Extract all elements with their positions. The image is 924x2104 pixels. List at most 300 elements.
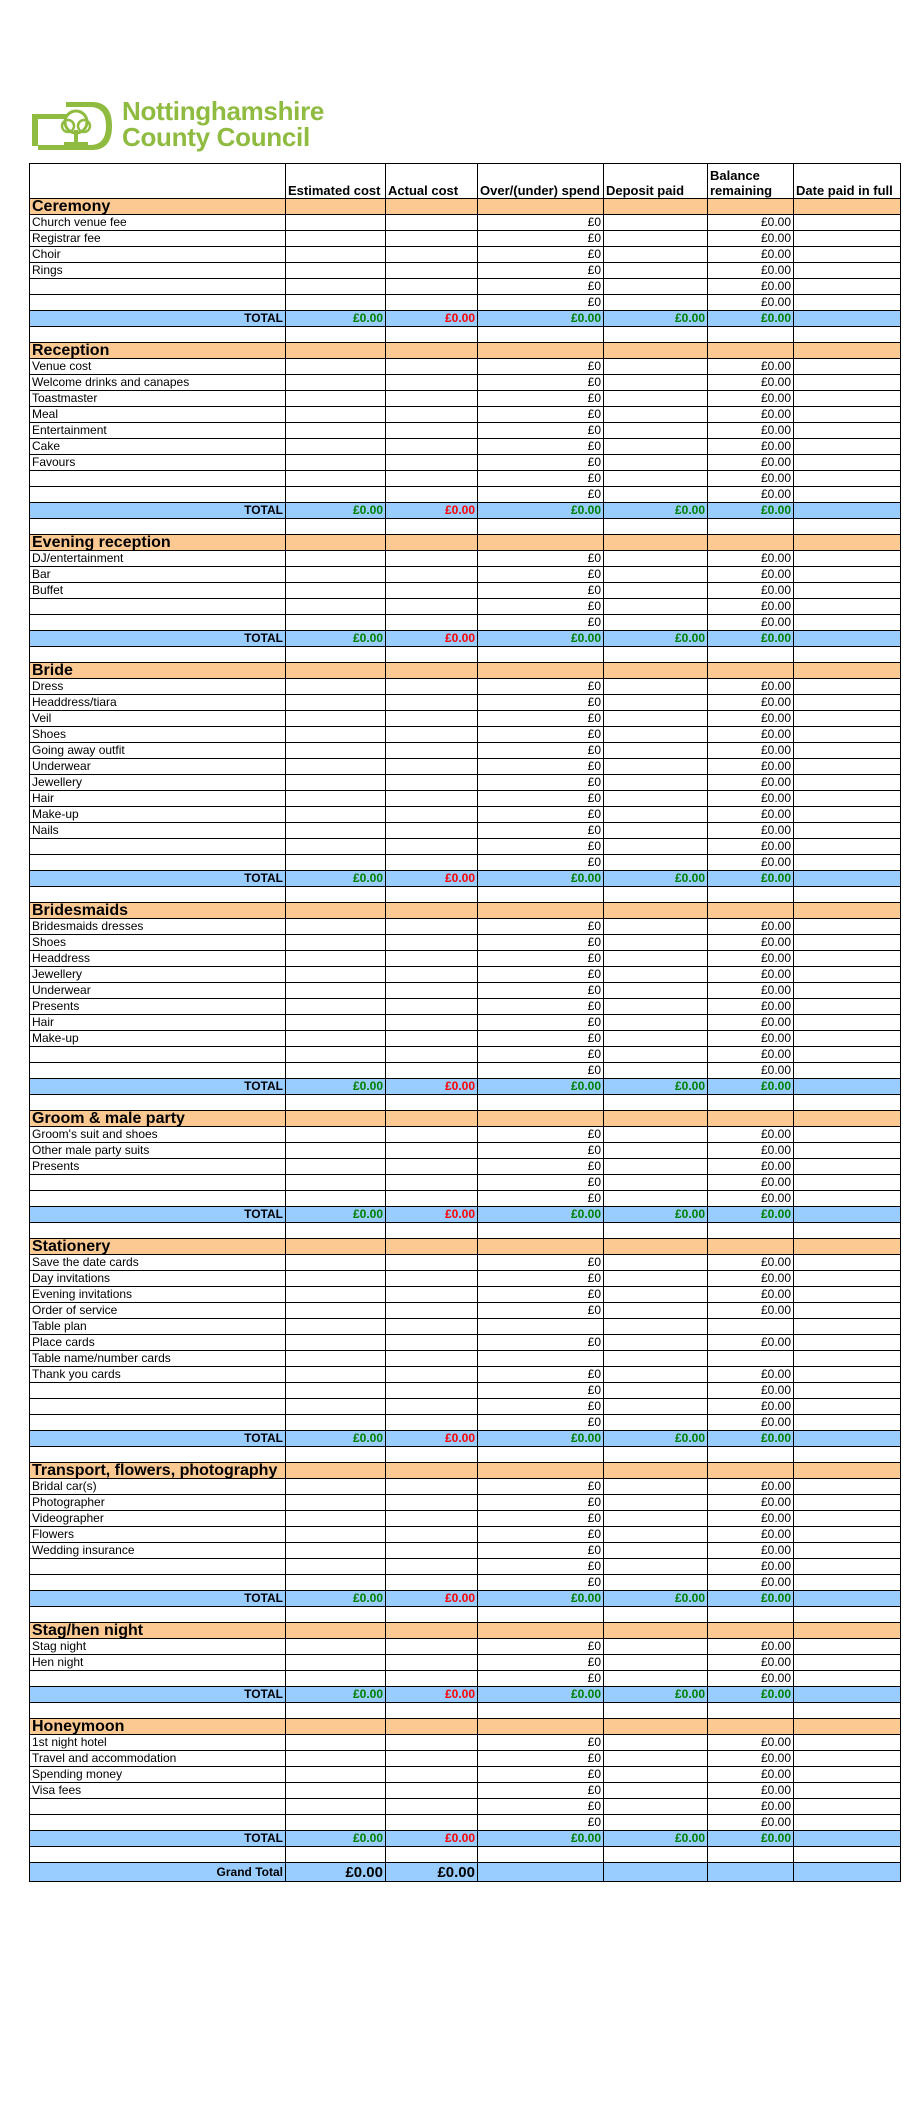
estimated-cost-cell[interactable] <box>286 1639 386 1655</box>
deposit-paid-cell[interactable] <box>604 1303 708 1319</box>
date-paid-cell[interactable] <box>794 1367 901 1383</box>
item-label[interactable] <box>30 471 286 487</box>
actual-cost-cell[interactable] <box>386 423 478 439</box>
balance-cell[interactable]: £0.00 <box>708 1479 794 1495</box>
actual-cost-cell[interactable] <box>386 775 478 791</box>
estimated-cost-cell[interactable] <box>286 359 386 375</box>
deposit-paid-cell[interactable] <box>604 743 708 759</box>
date-paid-cell[interactable] <box>794 551 901 567</box>
item-label[interactable]: Headdress <box>30 951 286 967</box>
estimated-cost-cell[interactable] <box>286 1031 386 1047</box>
spacer-cell[interactable] <box>604 887 708 903</box>
spacer-cell[interactable] <box>604 1223 708 1239</box>
spacer-cell[interactable] <box>604 519 708 535</box>
deposit-paid-cell[interactable] <box>604 823 708 839</box>
spacer-cell[interactable] <box>386 887 478 903</box>
actual-cost-cell[interactable] <box>386 1543 478 1559</box>
estimated-cost-cell[interactable] <box>286 295 386 311</box>
actual-cost-cell[interactable] <box>386 487 478 503</box>
deposit-paid-cell[interactable] <box>604 551 708 567</box>
section-title[interactable]: Ceremony <box>30 199 286 215</box>
actual-cost-cell[interactable] <box>386 263 478 279</box>
over-under-cell[interactable]: £0 <box>478 1063 604 1079</box>
actual-cost-cell[interactable] <box>386 1255 478 1271</box>
spacer-cell[interactable] <box>708 1607 794 1623</box>
spacer-cell[interactable] <box>794 1847 901 1863</box>
total-actual[interactable]: £0.00 <box>386 311 478 327</box>
section-header-cell[interactable] <box>604 535 708 551</box>
balance-cell[interactable]: £0.00 <box>708 1799 794 1815</box>
total-balance[interactable]: £0.00 <box>708 1831 794 1847</box>
actual-cost-cell[interactable] <box>386 1735 478 1751</box>
date-paid-cell[interactable] <box>794 1815 901 1831</box>
over-under-cell[interactable]: £0 <box>478 935 604 951</box>
date-paid-cell[interactable] <box>794 215 901 231</box>
section-title[interactable]: Evening reception <box>30 535 286 551</box>
item-label[interactable]: Bar <box>30 567 286 583</box>
date-paid-cell[interactable] <box>794 1271 901 1287</box>
balance-cell[interactable]: £0.00 <box>708 679 794 695</box>
deposit-paid-cell[interactable] <box>604 391 708 407</box>
spacer-cell[interactable] <box>478 1847 604 1863</box>
deposit-paid-cell[interactable] <box>604 1255 708 1271</box>
date-paid-cell[interactable] <box>794 1351 901 1367</box>
over-under-cell[interactable]: £0 <box>478 1159 604 1175</box>
spacer-cell[interactable] <box>286 519 386 535</box>
deposit-paid-cell[interactable] <box>604 1575 708 1591</box>
balance-cell[interactable] <box>708 1319 794 1335</box>
spacer-cell[interactable] <box>794 1095 901 1111</box>
section-header-cell[interactable] <box>478 343 604 359</box>
estimated-cost-cell[interactable] <box>286 1319 386 1335</box>
deposit-paid-cell[interactable] <box>604 1655 708 1671</box>
balance-cell[interactable]: £0.00 <box>708 935 794 951</box>
section-header-cell[interactable] <box>286 663 386 679</box>
item-label[interactable]: Headdress/tiara <box>30 695 286 711</box>
spacer-cell[interactable] <box>794 1607 901 1623</box>
over-under-cell[interactable]: £0 <box>478 1399 604 1415</box>
spacer-cell[interactable] <box>30 1447 286 1463</box>
estimated-cost-cell[interactable] <box>286 1559 386 1575</box>
balance-cell[interactable]: £0.00 <box>708 775 794 791</box>
deposit-paid-cell[interactable] <box>604 295 708 311</box>
over-under-cell[interactable]: £0 <box>478 1511 604 1527</box>
item-label[interactable] <box>30 1559 286 1575</box>
over-under-cell[interactable]: £0 <box>478 1175 604 1191</box>
over-under-cell[interactable]: £0 <box>478 1415 604 1431</box>
deposit-paid-cell[interactable] <box>604 1351 708 1367</box>
total-balance[interactable]: £0.00 <box>708 311 794 327</box>
total-date-paid[interactable] <box>794 1207 901 1223</box>
total-label[interactable]: TOTAL <box>30 1207 286 1223</box>
date-paid-cell[interactable] <box>794 679 901 695</box>
balance-cell[interactable]: £0.00 <box>708 1767 794 1783</box>
item-label[interactable]: Favours <box>30 455 286 471</box>
total-balance[interactable]: £0.00 <box>708 1431 794 1447</box>
item-label[interactable] <box>30 295 286 311</box>
estimated-cost-cell[interactable] <box>286 471 386 487</box>
deposit-paid-cell[interactable] <box>604 1767 708 1783</box>
actual-cost-cell[interactable] <box>386 1143 478 1159</box>
item-label[interactable]: Rings <box>30 263 286 279</box>
item-label[interactable] <box>30 1047 286 1063</box>
deposit-paid-cell[interactable] <box>604 567 708 583</box>
spacer-cell[interactable] <box>286 887 386 903</box>
date-paid-cell[interactable] <box>794 1175 901 1191</box>
over-under-cell[interactable]: £0 <box>478 1191 604 1207</box>
balance-cell[interactable]: £0.00 <box>708 759 794 775</box>
total-balance[interactable]: £0.00 <box>708 1207 794 1223</box>
deposit-paid-cell[interactable] <box>604 839 708 855</box>
estimated-cost-cell[interactable] <box>286 1527 386 1543</box>
estimated-cost-cell[interactable] <box>286 1767 386 1783</box>
actual-cost-cell[interactable] <box>386 1399 478 1415</box>
balance-cell[interactable]: £0.00 <box>708 1335 794 1351</box>
date-paid-cell[interactable] <box>794 711 901 727</box>
actual-cost-cell[interactable] <box>386 1031 478 1047</box>
estimated-cost-cell[interactable] <box>286 935 386 951</box>
over-under-cell[interactable]: £0 <box>478 1271 604 1287</box>
balance-cell[interactable]: £0.00 <box>708 1383 794 1399</box>
over-under-cell[interactable]: £0 <box>478 807 604 823</box>
balance-cell[interactable]: £0.00 <box>708 279 794 295</box>
total-deposit[interactable]: £0.00 <box>604 1831 708 1847</box>
spacer-cell[interactable] <box>708 519 794 535</box>
actual-cost-cell[interactable] <box>386 1655 478 1671</box>
deposit-paid-cell[interactable] <box>604 279 708 295</box>
total-deposit[interactable]: £0.00 <box>604 631 708 647</box>
balance-cell[interactable]: £0.00 <box>708 1191 794 1207</box>
date-paid-cell[interactable] <box>794 375 901 391</box>
section-header-cell[interactable] <box>604 199 708 215</box>
over-under-cell[interactable]: £0 <box>478 855 604 871</box>
section-header-cell[interactable] <box>386 903 478 919</box>
deposit-paid-cell[interactable] <box>604 1815 708 1831</box>
actual-cost-cell[interactable] <box>386 967 478 983</box>
deposit-paid-cell[interactable] <box>604 1319 708 1335</box>
actual-cost-cell[interactable] <box>386 615 478 631</box>
actual-cost-cell[interactable] <box>386 247 478 263</box>
spacer-cell[interactable] <box>478 519 604 535</box>
date-paid-cell[interactable] <box>794 1511 901 1527</box>
item-label[interactable]: Flowers <box>30 1527 286 1543</box>
over-under-cell[interactable]: £0 <box>478 951 604 967</box>
actual-cost-cell[interactable] <box>386 935 478 951</box>
over-under-cell[interactable]: £0 <box>478 1015 604 1031</box>
total-actual[interactable]: £0.00 <box>386 1079 478 1095</box>
balance-cell[interactable]: £0.00 <box>708 839 794 855</box>
actual-cost-cell[interactable] <box>386 1063 478 1079</box>
balance-cell[interactable]: £0.00 <box>708 471 794 487</box>
section-header-cell[interactable] <box>708 1719 794 1735</box>
section-header-cell[interactable] <box>478 1463 604 1479</box>
spacer-cell[interactable] <box>386 1095 478 1111</box>
item-label[interactable]: Videographer <box>30 1511 286 1527</box>
spacer-cell[interactable] <box>286 647 386 663</box>
actual-cost-cell[interactable] <box>386 1415 478 1431</box>
item-label[interactable]: DJ/entertainment <box>30 551 286 567</box>
section-header-cell[interactable] <box>708 199 794 215</box>
spacer-cell[interactable] <box>286 327 386 343</box>
date-paid-cell[interactable] <box>794 455 901 471</box>
section-header-cell[interactable] <box>478 1239 604 1255</box>
spacer-cell[interactable] <box>604 1607 708 1623</box>
total-label[interactable]: TOTAL <box>30 503 286 519</box>
date-paid-cell[interactable] <box>794 487 901 503</box>
section-header-cell[interactable] <box>478 663 604 679</box>
grand-total-cell[interactable] <box>708 1863 794 1882</box>
section-header-cell[interactable] <box>708 663 794 679</box>
section-header-cell[interactable] <box>386 1239 478 1255</box>
deposit-paid-cell[interactable] <box>604 935 708 951</box>
over-under-cell[interactable]: £0 <box>478 967 604 983</box>
spacer-cell[interactable] <box>286 1607 386 1623</box>
balance-cell[interactable]: £0.00 <box>708 1175 794 1191</box>
estimated-cost-cell[interactable] <box>286 1383 386 1399</box>
total-actual[interactable]: £0.00 <box>386 631 478 647</box>
estimated-cost-cell[interactable] <box>286 983 386 999</box>
item-label[interactable]: Underwear <box>30 759 286 775</box>
spacer-cell[interactable] <box>30 327 286 343</box>
estimated-cost-cell[interactable] <box>286 1399 386 1415</box>
section-header-cell[interactable] <box>478 1111 604 1127</box>
total-actual[interactable]: £0.00 <box>386 1831 478 1847</box>
spacer-cell[interactable] <box>604 1847 708 1863</box>
deposit-paid-cell[interactable] <box>604 1383 708 1399</box>
deposit-paid-cell[interactable] <box>604 967 708 983</box>
section-header-cell[interactable] <box>286 903 386 919</box>
item-label[interactable]: Wedding insurance <box>30 1543 286 1559</box>
section-header-cell[interactable] <box>794 1111 901 1127</box>
balance-cell[interactable]: £0.00 <box>708 1495 794 1511</box>
item-label[interactable]: Cake <box>30 439 286 455</box>
estimated-cost-cell[interactable] <box>286 615 386 631</box>
deposit-paid-cell[interactable] <box>604 215 708 231</box>
deposit-paid-cell[interactable] <box>604 951 708 967</box>
spacer-cell[interactable] <box>30 1223 286 1239</box>
over-under-cell[interactable]: £0 <box>478 1751 604 1767</box>
section-header-cell[interactable] <box>286 535 386 551</box>
deposit-paid-cell[interactable] <box>604 407 708 423</box>
over-under-cell[interactable]: £0 <box>478 775 604 791</box>
estimated-cost-cell[interactable] <box>286 679 386 695</box>
section-title[interactable]: Transport, flowers, photography <box>30 1463 286 1479</box>
balance-cell[interactable]: £0.00 <box>708 1655 794 1671</box>
balance-cell[interactable]: £0.00 <box>708 1543 794 1559</box>
item-label[interactable]: Bridesmaids dresses <box>30 919 286 935</box>
spacer-cell[interactable] <box>708 1223 794 1239</box>
actual-cost-cell[interactable] <box>386 1799 478 1815</box>
item-label[interactable]: Hair <box>30 1015 286 1031</box>
balance-cell[interactable]: £0.00 <box>708 1063 794 1079</box>
balance-cell[interactable]: £0.00 <box>708 1815 794 1831</box>
item-label[interactable]: Venue cost <box>30 359 286 375</box>
over-under-cell[interactable]: £0 <box>478 1735 604 1751</box>
actual-cost-cell[interactable] <box>386 1559 478 1575</box>
section-header-cell[interactable] <box>604 1463 708 1479</box>
actual-cost-cell[interactable] <box>386 711 478 727</box>
estimated-cost-cell[interactable] <box>286 391 386 407</box>
deposit-paid-cell[interactable] <box>604 711 708 727</box>
spacer-cell[interactable] <box>30 1607 286 1623</box>
date-paid-cell[interactable] <box>794 1479 901 1495</box>
deposit-paid-cell[interactable] <box>604 999 708 1015</box>
deposit-paid-cell[interactable] <box>604 1335 708 1351</box>
spacer-cell[interactable] <box>386 647 478 663</box>
balance-cell[interactable]: £0.00 <box>708 583 794 599</box>
balance-cell[interactable]: £0.00 <box>708 375 794 391</box>
over-under-cell[interactable]: £0 <box>478 247 604 263</box>
balance-cell[interactable]: £0.00 <box>708 1255 794 1271</box>
estimated-cost-cell[interactable] <box>286 743 386 759</box>
estimated-cost-cell[interactable] <box>286 1255 386 1271</box>
total-deposit[interactable]: £0.00 <box>604 503 708 519</box>
balance-cell[interactable]: £0.00 <box>708 295 794 311</box>
date-paid-cell[interactable] <box>794 599 901 615</box>
estimated-cost-cell[interactable] <box>286 1143 386 1159</box>
item-label[interactable]: Evening invitations <box>30 1287 286 1303</box>
estimated-cost-cell[interactable] <box>286 1735 386 1751</box>
deposit-paid-cell[interactable] <box>604 1127 708 1143</box>
deposit-paid-cell[interactable] <box>604 919 708 935</box>
total-deposit[interactable]: £0.00 <box>604 1591 708 1607</box>
date-paid-cell[interactable] <box>794 615 901 631</box>
spacer-cell[interactable] <box>604 327 708 343</box>
actual-cost-cell[interactable] <box>386 551 478 567</box>
grand-total-cell[interactable] <box>794 1863 901 1882</box>
estimated-cost-cell[interactable] <box>286 919 386 935</box>
deposit-paid-cell[interactable] <box>604 1751 708 1767</box>
estimated-cost-cell[interactable] <box>286 423 386 439</box>
date-paid-cell[interactable] <box>794 1159 901 1175</box>
balance-cell[interactable]: £0.00 <box>708 743 794 759</box>
over-under-cell[interactable]: £0 <box>478 599 604 615</box>
header-date-paid[interactable]: Date paid in full <box>794 164 901 199</box>
section-header-cell[interactable] <box>386 663 478 679</box>
deposit-paid-cell[interactable] <box>604 1479 708 1495</box>
estimated-cost-cell[interactable] <box>286 1303 386 1319</box>
item-label[interactable]: Meal <box>30 407 286 423</box>
actual-cost-cell[interactable] <box>386 1351 478 1367</box>
balance-cell[interactable]: £0.00 <box>708 1575 794 1591</box>
estimated-cost-cell[interactable] <box>286 695 386 711</box>
over-under-cell[interactable]: £0 <box>478 1495 604 1511</box>
over-under-cell[interactable]: £0 <box>478 1367 604 1383</box>
total-over-under[interactable]: £0.00 <box>478 311 604 327</box>
spacer-cell[interactable] <box>386 1847 478 1863</box>
actual-cost-cell[interactable] <box>386 919 478 935</box>
grand-total-cell[interactable] <box>478 1863 604 1882</box>
deposit-paid-cell[interactable] <box>604 791 708 807</box>
section-header-cell[interactable] <box>794 1239 901 1255</box>
deposit-paid-cell[interactable] <box>604 1047 708 1063</box>
estimated-cost-cell[interactable] <box>286 407 386 423</box>
actual-cost-cell[interactable] <box>386 951 478 967</box>
date-paid-cell[interactable] <box>794 583 901 599</box>
date-paid-cell[interactable] <box>794 1015 901 1031</box>
spacer-cell[interactable] <box>478 887 604 903</box>
estimated-cost-cell[interactable] <box>286 1655 386 1671</box>
spacer-cell[interactable] <box>386 327 478 343</box>
actual-cost-cell[interactable] <box>386 1191 478 1207</box>
date-paid-cell[interactable] <box>794 919 901 935</box>
date-paid-cell[interactable] <box>794 1255 901 1271</box>
over-under-cell[interactable]: £0 <box>478 1047 604 1063</box>
date-paid-cell[interactable] <box>794 1799 901 1815</box>
spacer-cell[interactable] <box>478 1223 604 1239</box>
balance-cell[interactable]: £0.00 <box>708 215 794 231</box>
deposit-paid-cell[interactable] <box>604 1287 708 1303</box>
actual-cost-cell[interactable] <box>386 695 478 711</box>
total-balance[interactable]: £0.00 <box>708 1591 794 1607</box>
date-paid-cell[interactable] <box>794 391 901 407</box>
item-label[interactable]: Photographer <box>30 1495 286 1511</box>
over-under-cell[interactable]: £0 <box>478 839 604 855</box>
actual-cost-cell[interactable] <box>386 1479 478 1495</box>
total-estimated[interactable]: £0.00 <box>286 631 386 647</box>
deposit-paid-cell[interactable] <box>604 1367 708 1383</box>
deposit-paid-cell[interactable] <box>604 247 708 263</box>
item-label[interactable]: Hair <box>30 791 286 807</box>
balance-cell[interactable]: £0.00 <box>708 951 794 967</box>
section-header-cell[interactable] <box>604 1239 708 1255</box>
spacer-cell[interactable] <box>386 1447 478 1463</box>
section-header-cell[interactable] <box>708 1463 794 1479</box>
item-label[interactable]: Other male party suits <box>30 1143 286 1159</box>
spacer-cell[interactable] <box>30 1703 286 1719</box>
balance-cell[interactable]: £0.00 <box>708 1511 794 1527</box>
item-label[interactable]: Make-up <box>30 807 286 823</box>
date-paid-cell[interactable] <box>794 407 901 423</box>
spacer-cell[interactable] <box>386 1703 478 1719</box>
spacer-cell[interactable] <box>794 327 901 343</box>
spacer-cell[interactable] <box>604 647 708 663</box>
date-paid-cell[interactable] <box>794 743 901 759</box>
total-label[interactable]: TOTAL <box>30 1079 286 1095</box>
over-under-cell[interactable]: £0 <box>478 1575 604 1591</box>
deposit-paid-cell[interactable] <box>604 615 708 631</box>
balance-cell[interactable]: £0.00 <box>708 807 794 823</box>
deposit-paid-cell[interactable] <box>604 263 708 279</box>
item-label[interactable] <box>30 279 286 295</box>
total-over-under[interactable]: £0.00 <box>478 503 604 519</box>
estimated-cost-cell[interactable] <box>286 215 386 231</box>
total-over-under[interactable]: £0.00 <box>478 1207 604 1223</box>
date-paid-cell[interactable] <box>794 807 901 823</box>
actual-cost-cell[interactable] <box>386 855 478 871</box>
actual-cost-cell[interactable] <box>386 823 478 839</box>
item-label[interactable]: Table plan <box>30 1319 286 1335</box>
section-header-cell[interactable] <box>708 1623 794 1639</box>
estimated-cost-cell[interactable] <box>286 599 386 615</box>
actual-cost-cell[interactable] <box>386 455 478 471</box>
over-under-cell[interactable]: £0 <box>478 1479 604 1495</box>
spacer-cell[interactable] <box>794 519 901 535</box>
date-paid-cell[interactable] <box>794 999 901 1015</box>
total-balance[interactable]: £0.00 <box>708 1687 794 1703</box>
estimated-cost-cell[interactable] <box>286 1575 386 1591</box>
item-label[interactable]: Choir <box>30 247 286 263</box>
date-paid-cell[interactable] <box>794 1671 901 1687</box>
date-paid-cell[interactable] <box>794 1031 901 1047</box>
date-paid-cell[interactable] <box>794 231 901 247</box>
over-under-cell[interactable]: £0 <box>478 615 604 631</box>
item-label[interactable]: Stag night <box>30 1639 286 1655</box>
estimated-cost-cell[interactable] <box>286 839 386 855</box>
estimated-cost-cell[interactable] <box>286 1191 386 1207</box>
total-label[interactable]: TOTAL <box>30 1831 286 1847</box>
spacer-cell[interactable] <box>604 1095 708 1111</box>
